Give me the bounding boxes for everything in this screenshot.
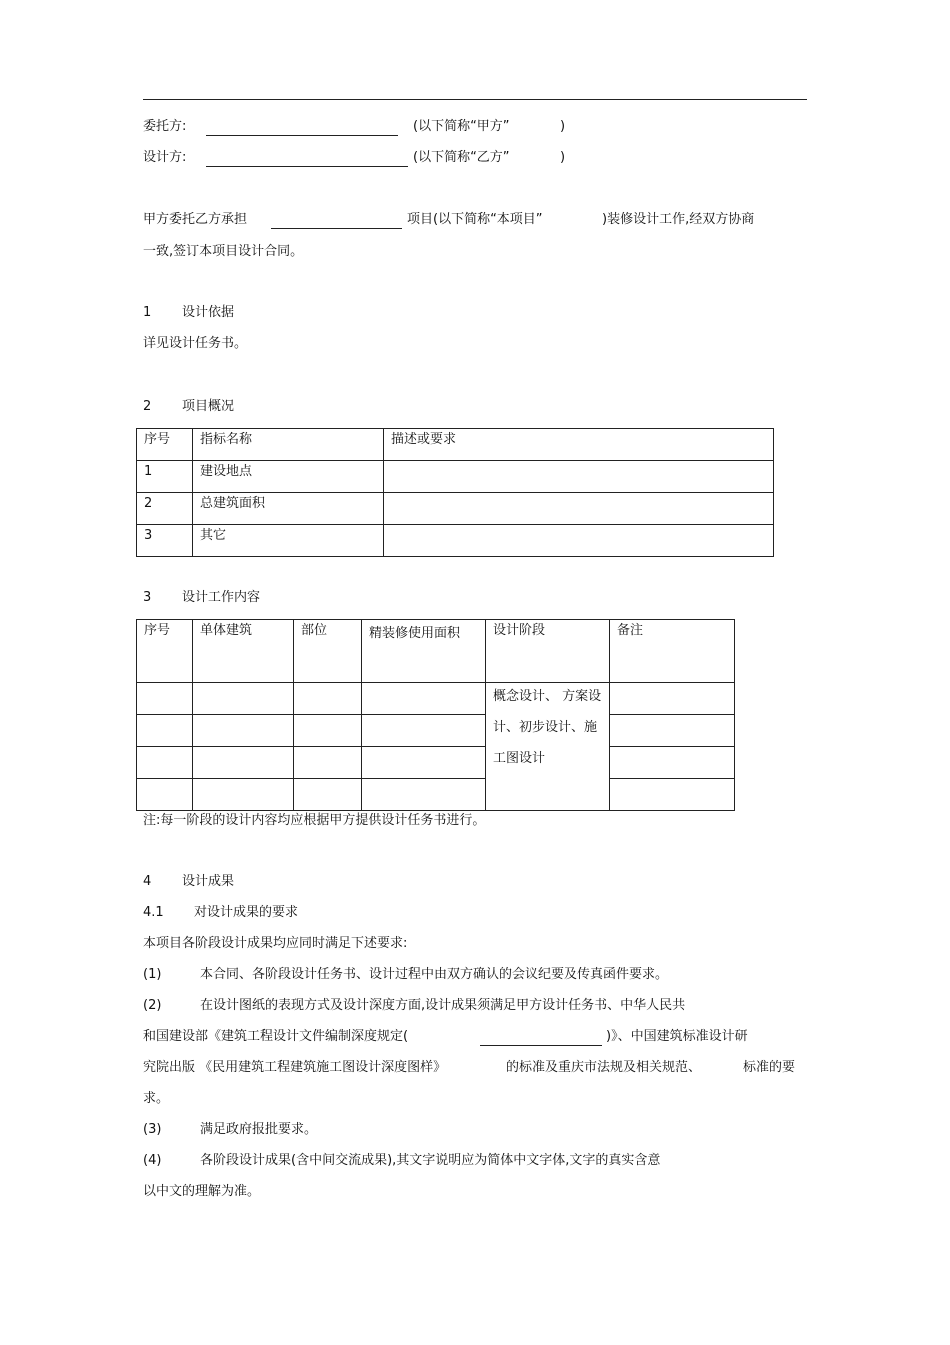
standard-number-blank[interactable] — [480, 1045, 602, 1046]
table-row — [137, 747, 735, 779]
project-overview-table — [136, 428, 774, 557]
section2-title: 项目概况 — [182, 399, 235, 414]
indicator-name: 总建筑面积 — [193, 493, 384, 525]
section3-note: 注:每一阶段的设计内容均应根据甲方提供设计任务书进行。 — [143, 813, 486, 828]
header-cell: 单体建筑 — [193, 620, 294, 683]
top-rule — [143, 99, 807, 100]
empty-cell[interactable] — [610, 715, 735, 747]
section2-number: 2 — [143, 399, 152, 414]
empty-cell[interactable] — [362, 779, 486, 811]
empty-cell[interactable] — [137, 683, 193, 715]
description-cell[interactable] — [384, 461, 774, 493]
client-note-close: ) — [560, 119, 566, 134]
item-text: 满足政府报批要求。 — [200, 1122, 318, 1137]
header-cell — [362, 620, 486, 683]
empty-cell[interactable] — [294, 715, 362, 747]
section4-title: 设计成果 — [182, 874, 235, 889]
item-number: (1) — [143, 967, 162, 982]
empty-cell[interactable] — [137, 747, 193, 779]
item-text: 本合同、各阶段设计任务书、设计过程中由双方确认的会议纪要及传真函件要求。 — [200, 967, 669, 982]
item-text: 在设计图纸的表现方式及设计深度方面,设计成果须满足甲方设计任务书、中华人民共 — [200, 998, 686, 1013]
item-number: (4) — [143, 1153, 162, 1168]
section1-number: 1 — [143, 305, 152, 320]
item-text-continued: 和国建设部《建筑工程设计文件编制深度规定( — [143, 1029, 409, 1044]
design-stage-text: 概念设计、 方案设计、初步设计、施工图设计 — [493, 689, 602, 766]
indicator-name: 建设地点 — [193, 461, 384, 493]
header-cell: 序号 — [137, 429, 193, 461]
empty-cell[interactable] — [610, 779, 735, 811]
designer-label: 设计方: — [143, 150, 187, 165]
section3-title: 设计工作内容 — [182, 590, 261, 605]
header-cell: 描述或要求 — [384, 429, 774, 461]
description-cell[interactable] — [384, 493, 774, 525]
empty-cell[interactable] — [294, 779, 362, 811]
item-text-continued: 求。 — [143, 1091, 170, 1106]
header-cell: 设计阶段 — [486, 620, 610, 683]
table-row — [137, 779, 735, 811]
designer-note: (以下简称“乙方” — [413, 150, 510, 165]
empty-cell[interactable] — [362, 715, 486, 747]
subsection-number: 4.1 — [143, 905, 164, 920]
intro-text-line2: 一致,签订本项目设计合同。 — [143, 244, 304, 259]
area-header-text: 精装修使用面积 — [369, 626, 461, 641]
client-label: 委托方: — [143, 119, 187, 134]
item-text-continued: 标准的要 — [743, 1060, 796, 1075]
table-row — [137, 461, 774, 493]
table-row — [137, 493, 774, 525]
item-number: (2) — [143, 998, 162, 1013]
empty-cell[interactable] — [610, 747, 735, 779]
project-name-blank[interactable] — [271, 228, 402, 229]
subsection-title: 对设计成果的要求 — [194, 905, 299, 920]
table-row — [137, 715, 735, 747]
empty-cell[interactable] — [193, 747, 294, 779]
empty-cell[interactable] — [294, 683, 362, 715]
designer-name-blank[interactable] — [206, 166, 408, 167]
header-cell: 备注 — [610, 620, 735, 683]
empty-cell[interactable] — [362, 683, 486, 715]
section1-title: 设计依据 — [182, 305, 235, 320]
client-name-blank[interactable] — [206, 135, 398, 136]
item-text-continued: )》、中国建筑标准设计研 — [606, 1029, 748, 1044]
table-row — [137, 683, 735, 715]
row-number: 2 — [137, 493, 193, 525]
empty-cell[interactable] — [137, 779, 193, 811]
row-number: 1 — [137, 461, 193, 493]
client-note: (以下简称“甲方” — [413, 119, 510, 134]
design-scope-table — [136, 619, 735, 811]
empty-cell[interactable] — [362, 747, 486, 779]
designer-note-close: ) — [560, 150, 566, 165]
intro-text-b: 项目(以下简称“本项目” — [407, 212, 543, 227]
header-cell: 序号 — [137, 620, 193, 683]
indicator-name: 其它 — [193, 525, 384, 557]
table-row — [137, 525, 774, 557]
empty-cell[interactable] — [193, 779, 294, 811]
design-stage-cell — [486, 683, 610, 811]
item-number: (3) — [143, 1122, 162, 1137]
section4-number: 4 — [143, 874, 152, 889]
empty-cell[interactable] — [193, 683, 294, 715]
empty-cell[interactable] — [193, 715, 294, 747]
section4-lead: 本项目各阶段设计成果均应同时满足下述要求: — [143, 936, 408, 951]
description-cell[interactable] — [384, 525, 774, 557]
section3-number: 3 — [143, 590, 152, 605]
row-number: 3 — [137, 525, 193, 557]
intro-text-c: )装修设计工作,经双方协商 — [602, 212, 755, 227]
intro-text-a: 甲方委托乙方承担 — [143, 212, 248, 227]
section1-body: 详见设计任务书。 — [143, 336, 248, 351]
empty-cell[interactable] — [610, 683, 735, 715]
item-text-continued: 的标准及重庆市法规及相关规范、 — [506, 1060, 702, 1075]
empty-cell[interactable] — [137, 715, 193, 747]
item-text: 各阶段设计成果(含中间交流成果),其文字说明应为简体中文字体,文字的真实含意 — [200, 1153, 661, 1168]
header-cell: 指标名称 — [193, 429, 384, 461]
header-cell: 部位 — [294, 620, 362, 683]
item-text-continued: 以中文的理解为准。 — [143, 1184, 261, 1199]
item-text-continued: 究院出版 《民用建筑工程建筑施工图设计深度图样》 — [143, 1060, 447, 1075]
empty-cell[interactable] — [294, 747, 362, 779]
